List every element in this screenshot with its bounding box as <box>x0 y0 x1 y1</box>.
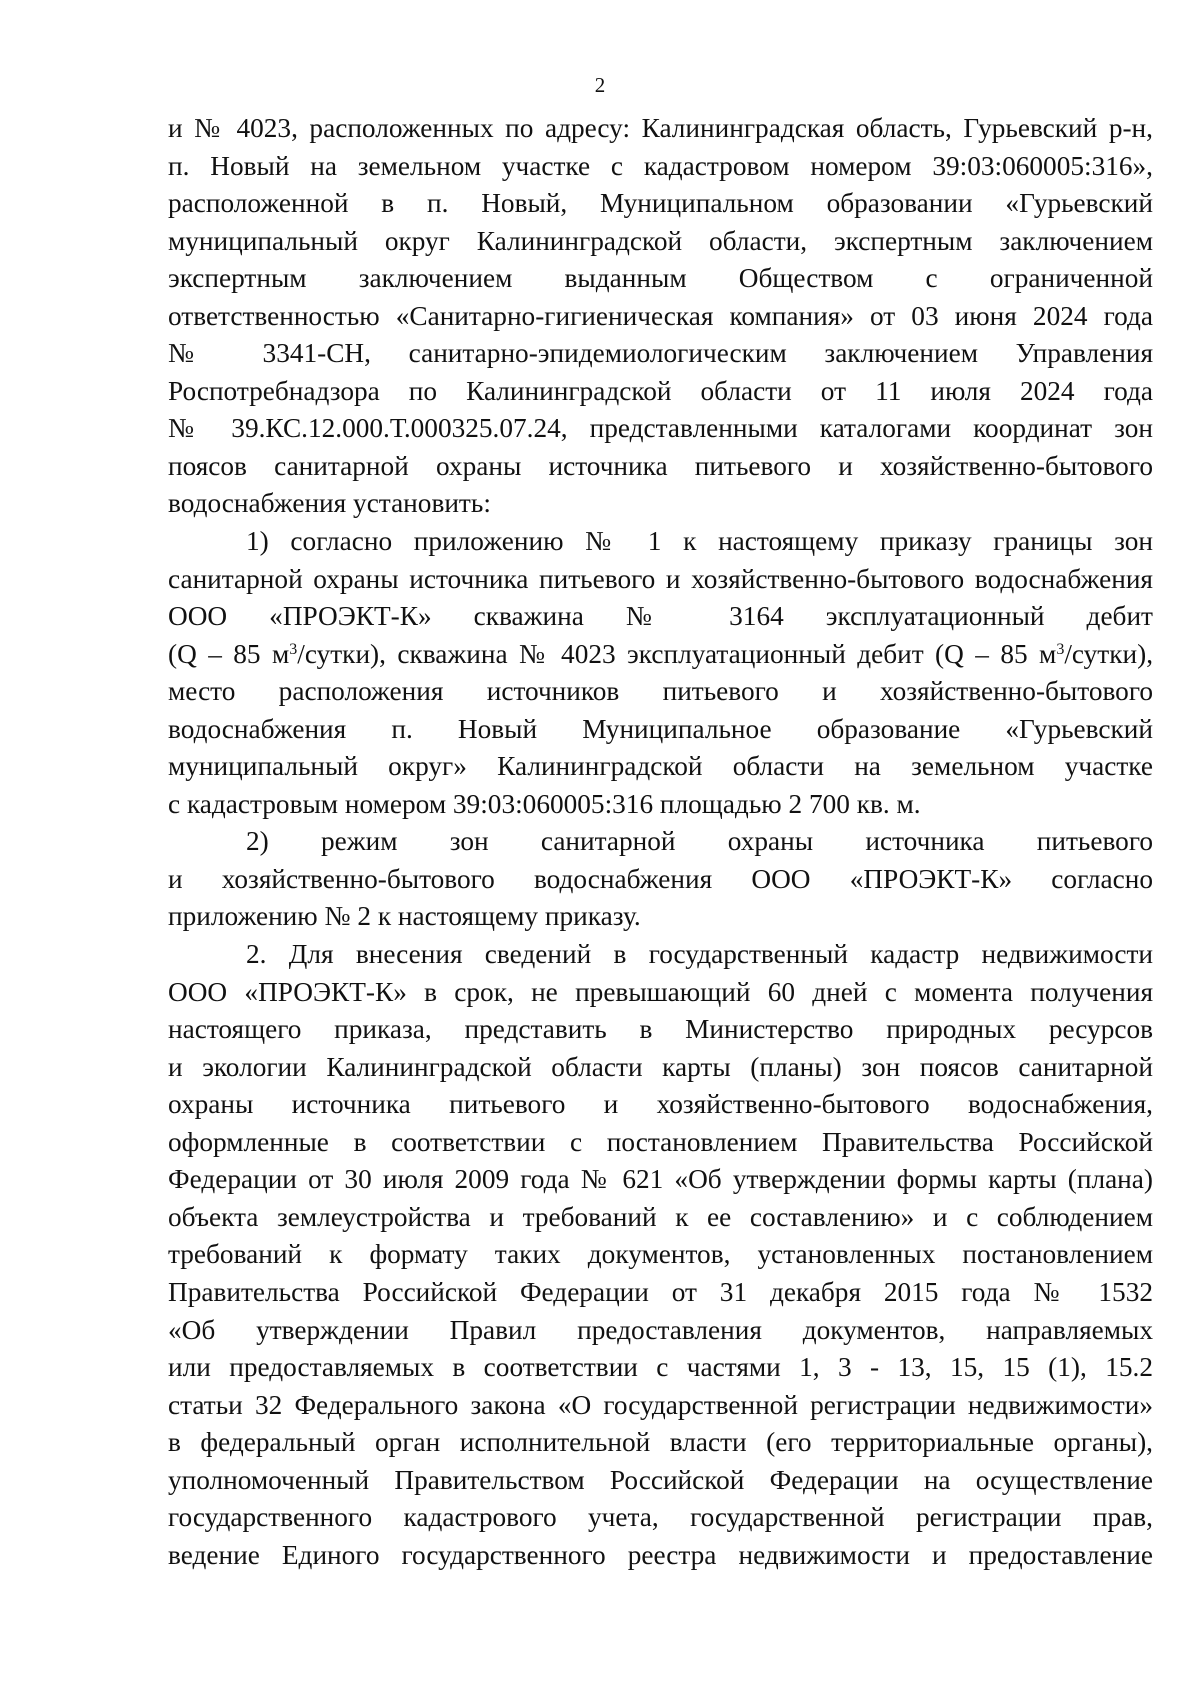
text-line: Роспотребнадзора по Калининградской области от 11 июля 2024 года <box>168 375 1153 406</box>
text-line: статьи 32 Федерального закона «О государственной регистрации недвижимости» <box>168 1389 1153 1420</box>
text-line: 2) режим зон санитарной охраны источника питьевого <box>246 826 1153 857</box>
text-line: № 3341-СН, санитарно-эпидемиологическим заключением Управления <box>168 338 1153 369</box>
text-line: уполномоченный Правительством Российской Федерации на осуществление <box>168 1464 1153 1495</box>
text-line: санитарной охраны источника питьевого и хозяйственно-бытового водоснабжения <box>168 563 1153 594</box>
text-line: с кадастровым номером 39:03:060005:316 площадью 2 700 кв. м. <box>168 788 921 819</box>
text-line: ООО «ПРОЭКТ-К» в срок, не превышающий 60 дней с момента получения <box>168 976 1153 1007</box>
text-line: расположенной в п. Новый, Муниципальном образовании «Гурьевский <box>168 188 1153 219</box>
superscript: 3 <box>289 640 298 658</box>
text-line: № 39.КС.12.000.Т.000325.07.24, представленными каталогами координат зон <box>168 413 1153 444</box>
text-line: и № 4023, расположенных по адресу: Калининградская область, Гурьевский р-н, <box>168 113 1153 143</box>
text-line: Правительства Российской Федерации от 31 декабря 2015 года № 1532 <box>168 1276 1153 1307</box>
text-line: п. Новый на земельном участке с кадастровом номером 39:03:060005:316», <box>168 150 1153 181</box>
superscript: 3 <box>1056 640 1065 658</box>
text-line: и экологии Калининградской области карты (планы) зон поясов санитарной <box>168 1051 1153 1082</box>
text-line: настоящего приказа, представить в Министерство природных ресурсов <box>168 1014 1153 1045</box>
text-line: Федерации от 30 июля 2009 года № 621 «Об утверждении формы карты (плана) <box>168 1164 1153 1195</box>
text-line: (Q – 85 $м^3/сутки$), скважина № 4023 эксплуатационный дебит (Q – 85 $м^3/сутки$), <box>168 638 1154 669</box>
text-line: водоснабжения п. Новый Муниципальное образование «Гурьевский <box>168 713 1153 744</box>
text-line: ООО «ПРОЭКТ-К» скважина № 3164 эксплуатационный дебит <box>168 601 1153 632</box>
text-line: требований к формату таких документов, установленных постановлением <box>168 1239 1153 1270</box>
page-number: 2 <box>594 73 606 97</box>
text-line: ведение Единого государственного реестра недвижимости и предоставление <box>168 1539 1153 1570</box>
text-line: муниципальный округ Калининградской области, экспертным заключением <box>168 225 1153 256</box>
text-line: 1) согласно приложению № 1 к настоящему приказу границы зон <box>246 526 1153 557</box>
text-line: экспертным заключением выданным Обществом с ограниченной <box>168 263 1153 294</box>
text-line: поясов санитарной охраны источника питьевого и хозяйственно-бытового <box>168 450 1153 481</box>
text-line: или предоставляемых в соответствии с частями 1, 3 - 13, 15, 15 (1), 15.2 <box>168 1352 1153 1383</box>
text-line: охраны источника питьевого и хозяйственно-бытового водоснабжения, <box>168 1089 1153 1120</box>
text-line: место расположения источников питьевого и хозяйственно-бытового <box>168 676 1153 707</box>
text-line: 2. Для внесения сведений в государственный кадастр недвижимости <box>246 939 1153 970</box>
text-line: муниципальный округ» Калининградской области на земельном участке <box>168 751 1153 782</box>
text-line: в федеральный орган исполнительной власти (его территориальные органы), <box>168 1427 1153 1458</box>
document-body <box>168 110 1153 1574</box>
text-line: ответственностью «Санитарно-гигиеническая компания» от 03 июня 2024 года <box>168 300 1153 331</box>
text-line: государственного кадастрового учета, государственной регистрации прав, <box>168 1502 1153 1533</box>
text-line: приложению № 2 к настоящему приказу. <box>168 901 641 932</box>
text-line: водоснабжения установить: <box>168 488 491 519</box>
text-line: «Об утверждении Правил предоставления документов, направляемых <box>168 1314 1153 1345</box>
text-line: оформленные в соответствии с постановлением Правительства Российской <box>168 1126 1153 1157</box>
text-line: объекта землеустройства и требований к ее составлению» и с соблюдением <box>168 1201 1153 1232</box>
text-line: и хозяйственно-бытового водоснабжения ООО «ПРОЭКТ-К» согласно <box>168 863 1153 894</box>
